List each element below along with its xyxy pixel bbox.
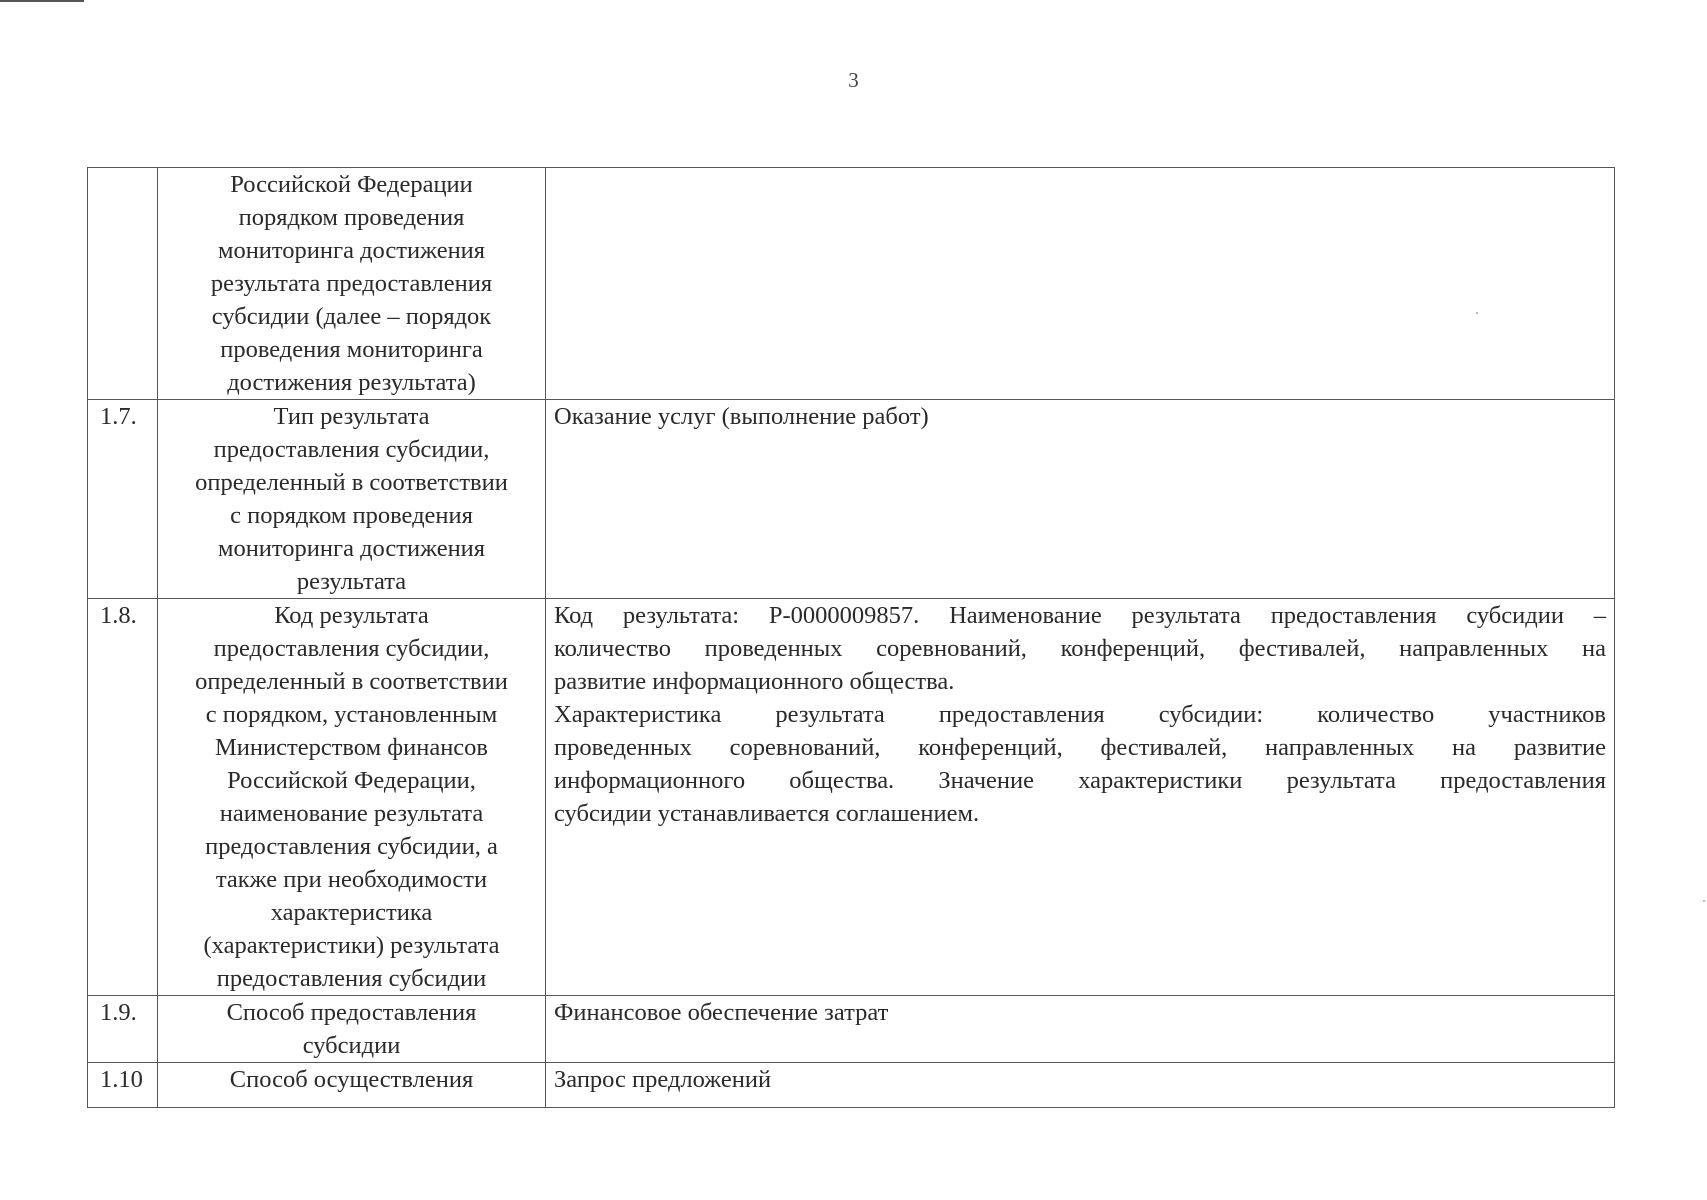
row-value-cell [546,599,1615,996]
row-name-line: проведения мониторинга [220,336,483,363]
page-number: 3 [848,68,859,92]
row-name-cell [158,599,546,996]
row-name-line: порядком проведения [238,204,465,231]
document-table [87,167,1615,1108]
row-name-cell [158,168,546,400]
row-name-line: Тип результата [273,403,430,430]
row-value-line: развитие информационного общества. [554,668,955,695]
row-value-line: Код результата: Р-0000009857. Наименование результата предоставления субсидии – [554,602,1606,629]
table-row [88,1063,1615,1108]
row-number: 1.10 [100,1066,143,1093]
table-row [88,400,1615,599]
row-name-cell [158,1063,546,1108]
row-value-cell [546,1063,1615,1108]
row-name-line: определенный в соответствии [195,668,508,695]
row-value-line: субсидии устанавливается соглашением. [554,800,980,827]
row-value-line: информационного общества. Значение характеристики результата предоставления [554,767,1606,794]
row-name-line: наименование результата [219,800,484,827]
row-name-line: субсидии (далее – порядок [211,303,492,330]
row-name-line: Министерством финансов [215,734,488,761]
row-value-line: Финансовое обеспечение затрат [554,999,889,1026]
row-name-line: предоставления субсидии, [213,635,490,662]
row-name-line: Российской Федерации [230,171,473,198]
row-name-line: Способ предоставления [226,999,477,1026]
row-value-cell [546,996,1615,1063]
row-name-line: (характеристики) результата [203,932,500,959]
row-value-cell [546,400,1615,599]
row-name-line: достижения результата) [227,369,476,396]
row-name-line: характеристика [270,899,433,926]
row-number-cell [88,599,158,996]
row-name-line: мониторинга достижения [217,237,486,264]
row-number: 1.8. [100,602,137,629]
table-row [88,996,1615,1063]
row-name-line: субсидии [302,1032,401,1059]
row-value-cell [546,168,1615,400]
row-name-line: предоставления субсидии, а [205,833,498,860]
row-name-line: Российской Федерации, [227,767,476,794]
scan-edge-mark [0,0,84,2]
row-name-line: результата [296,568,407,595]
scan-speck [1703,900,1705,902]
row-name-line: Способ осуществления [229,1066,474,1093]
row-name-cell [158,400,546,599]
row-value-line: количество проведенных соревнований, конференций, фестивалей, направленных на [554,635,1606,662]
row-name-cell [158,996,546,1063]
row-name-line: мониторинга достижения [217,535,486,562]
table-row [88,599,1615,996]
row-name-line: также при необходимости [215,866,488,893]
row-number-cell [88,400,158,599]
row-value-line: Запрос предложений [554,1066,772,1093]
row-number: 1.9. [100,999,137,1026]
row-name-line: результата предоставления [210,270,493,297]
scan-speck [1476,312,1478,314]
row-number-cell [88,168,158,400]
row-name-line: Код результата [274,602,429,629]
table-row [88,168,1615,400]
row-name-line: с порядком проведения [230,502,473,529]
row-number: 1.7. [100,403,137,430]
row-value-line: Оказание услуг (выполнение работ) [554,403,929,430]
row-value-line: проведенных соревнований, конференций, фестивалей, направленных на развитие [554,734,1606,761]
row-name-line: определенный в соответствии [195,469,508,496]
row-number-cell [88,996,158,1063]
row-name-line: с порядком, установленным [205,701,498,728]
row-name-line: предоставления субсидии [216,965,487,992]
row-number-cell [88,1063,158,1108]
row-value-line: Характеристика результата предоставления субсидии: количество участников [554,701,1606,728]
row-name-line: предоставления субсидии, [213,436,490,463]
